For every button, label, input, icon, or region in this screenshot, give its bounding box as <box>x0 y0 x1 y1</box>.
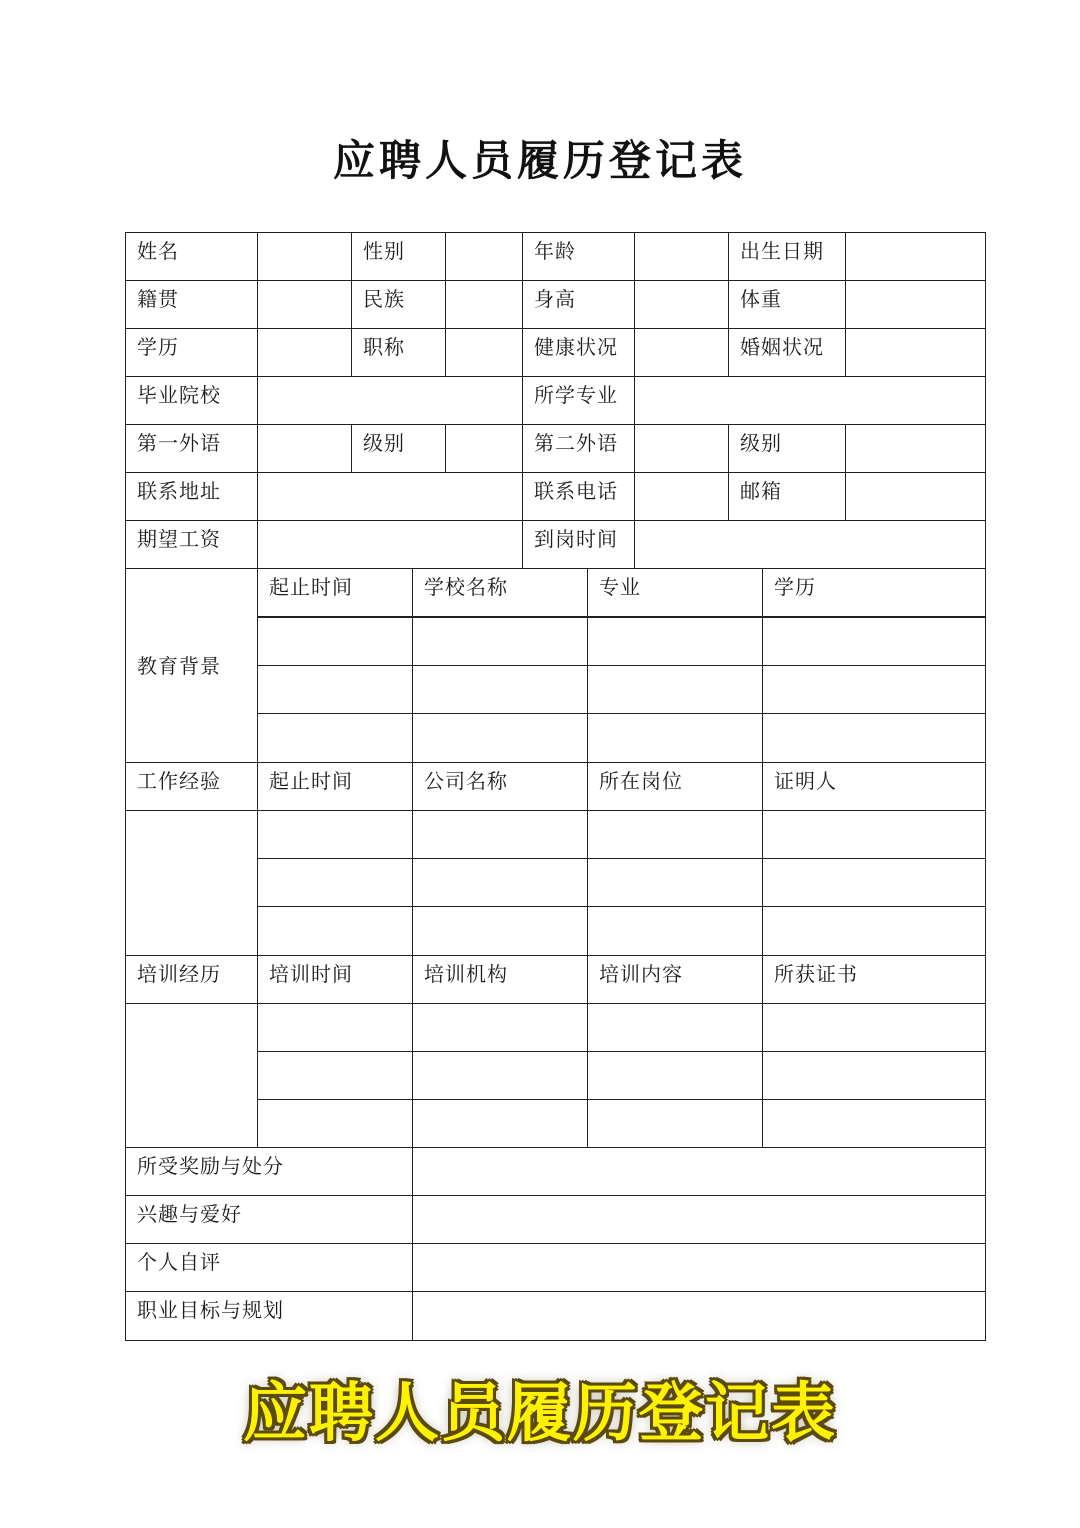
work-cell <box>762 906 986 956</box>
field-education <box>257 328 352 377</box>
train-cell <box>587 1003 763 1052</box>
field-salary <box>257 520 523 569</box>
train-cell <box>412 1099 588 1148</box>
train-header: 培训机构 <box>412 955 588 1004</box>
field-school <box>257 376 523 425</box>
train-cell <box>257 1099 413 1148</box>
train-cell <box>762 1051 986 1100</box>
edu-cell <box>412 617 588 666</box>
label-work-experience: 工作经验 <box>125 762 258 811</box>
work-header: 所在岗位 <box>587 762 763 811</box>
label-school: 毕业院校 <box>125 376 258 425</box>
form-title: 应聘人员履历登记表 <box>332 136 747 185</box>
edu-cell <box>257 617 413 666</box>
field-height <box>634 280 729 329</box>
field-level1 <box>445 424 523 473</box>
work-cell <box>412 906 588 956</box>
work-header: 起止时间 <box>257 762 413 811</box>
label-phone: 联系电话 <box>522 472 635 521</box>
train-header: 所获证书 <box>762 955 986 1004</box>
field-major <box>634 376 986 425</box>
field-phone <box>634 472 729 521</box>
work-cell <box>587 858 763 907</box>
field-birth <box>845 232 986 281</box>
edu-cell <box>257 665 413 714</box>
edu-header: 专业 <box>587 568 763 617</box>
label-education-background: 教育背景 <box>125 568 258 763</box>
label-gender: 性别 <box>351 232 446 281</box>
field-lang2 <box>634 424 729 473</box>
label-lang1: 第一外语 <box>125 424 258 473</box>
label-weight: 体重 <box>728 280 846 329</box>
banner-caption: 应聘人员履历登记表 <box>243 1377 837 1451</box>
field-hobbies <box>412 1195 986 1244</box>
field-start <box>634 520 986 569</box>
work-header: 证明人 <box>762 762 986 811</box>
edu-cell <box>412 665 588 714</box>
label-email: 邮箱 <box>728 472 846 521</box>
train-cell <box>257 1003 413 1052</box>
train-cell <box>587 1099 763 1148</box>
train-cell <box>257 1051 413 1100</box>
train-header: 培训内容 <box>587 955 763 1004</box>
work-cell <box>587 810 763 859</box>
label-training: 培训经历 <box>125 955 258 1004</box>
label-health: 健康状况 <box>522 328 635 377</box>
label-career-goals: 职业目标与规划 <box>125 1291 413 1341</box>
edu-header: 学校名称 <box>412 568 588 617</box>
field-email <box>845 472 986 521</box>
field-lang1 <box>257 424 352 473</box>
label-title-rank: 职称 <box>351 328 446 377</box>
field-level2 <box>845 424 986 473</box>
field-gender <box>445 232 523 281</box>
label-age: 年龄 <box>522 232 635 281</box>
field-name <box>257 232 352 281</box>
label-hobbies: 兴趣与爱好 <box>125 1195 413 1244</box>
edu-cell <box>762 713 986 763</box>
label-height: 身高 <box>522 280 635 329</box>
train-cell <box>762 1099 986 1148</box>
train-cell <box>412 1003 588 1052</box>
train-cell <box>587 1051 763 1100</box>
label-level2: 级别 <box>728 424 846 473</box>
work-cell <box>587 906 763 956</box>
label-birth: 出生日期 <box>728 232 846 281</box>
label-major: 所学专业 <box>522 376 635 425</box>
field-health <box>634 328 729 377</box>
field-native <box>257 280 352 329</box>
field-age <box>634 232 729 281</box>
work-cell <box>257 858 413 907</box>
label-native: 籍贯 <box>125 280 258 329</box>
edu-header: 学历 <box>762 568 986 617</box>
label-start: 到岗时间 <box>522 520 635 569</box>
label-awards: 所受奖励与处分 <box>125 1147 413 1196</box>
work-blank-label <box>125 810 258 956</box>
label-level1: 级别 <box>351 424 446 473</box>
work-cell <box>257 906 413 956</box>
work-cell <box>762 810 986 859</box>
label-self-evaluation: 个人自评 <box>125 1243 413 1292</box>
edu-cell <box>762 665 986 714</box>
edu-cell <box>762 617 986 666</box>
field-career-goals <box>412 1291 986 1341</box>
train-cell <box>412 1051 588 1100</box>
label-marital: 婚姻状况 <box>728 328 846 377</box>
work-cell <box>257 810 413 859</box>
edu-cell <box>257 713 413 763</box>
edu-cell <box>587 713 763 763</box>
field-marital <box>845 328 986 377</box>
field-title-rank <box>445 328 523 377</box>
field-awards <box>412 1147 986 1196</box>
label-education: 学历 <box>125 328 258 377</box>
label-salary: 期望工资 <box>125 520 258 569</box>
label-lang2: 第二外语 <box>522 424 635 473</box>
field-address <box>257 472 523 521</box>
edu-cell <box>587 665 763 714</box>
edu-cell <box>587 617 763 666</box>
train-header: 培训时间 <box>257 955 413 1004</box>
field-ethnic <box>445 280 523 329</box>
label-address: 联系地址 <box>125 472 258 521</box>
edu-cell <box>412 713 588 763</box>
field-weight <box>845 280 986 329</box>
train-blank-label <box>125 1003 258 1148</box>
work-cell <box>762 858 986 907</box>
work-cell <box>412 810 588 859</box>
label-name: 姓名 <box>125 232 258 281</box>
work-header: 公司名称 <box>412 762 588 811</box>
work-cell <box>412 858 588 907</box>
label-ethnic: 民族 <box>351 280 446 329</box>
field-self-evaluation <box>412 1243 986 1292</box>
train-cell <box>762 1003 986 1052</box>
edu-header: 起止时间 <box>257 568 413 617</box>
